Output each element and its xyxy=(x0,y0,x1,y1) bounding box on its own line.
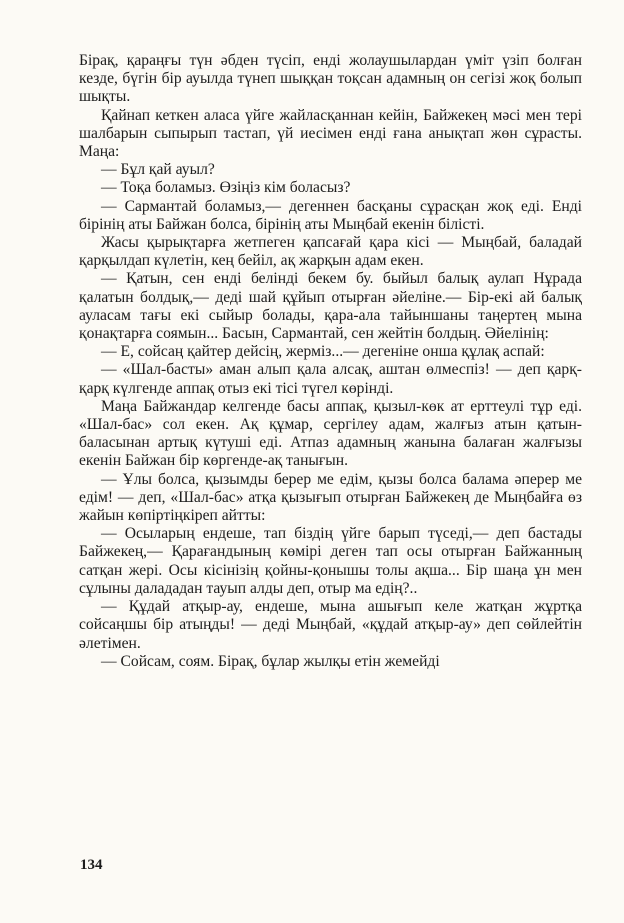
paragraph: Жасы қырықтарға жетпеген қапсағай қара кісі — Мыңбай, баладай қарқылдап күлетін, кең бейіл, ақ жарқын адам екен. xyxy=(79,234,582,270)
page-number: 134 xyxy=(80,857,103,873)
dialogue-line: — Сойсам, соям. Бірақ, бұлар жылқы етін жемейді xyxy=(101,652,440,670)
dialogue-line: — Қатын, сен енді белінді бекем бу. быйыл балық аулап Нұрада қалатын болдық,— деді шай құйып отырған әйеліне.— Бір-екі ай балық ауласам тағы екі сыйыр болады, қара-ала тайыншаны таңертең мына қонақтарға соямын... Басын, Сармантай, сен жейтін болдың. Әйелінің: xyxy=(79,270,582,343)
body-text xyxy=(79,52,582,671)
dialogue-line: — Тоқа боламыз. Өзіңіз кім боласыз? xyxy=(101,179,351,197)
dialogue-line: — Ұлы болса, қызымды берер ме едім, қызы болса балама әперер ме едім! — деп, «Шал-бас» атқа қызығып отырған Байжекең де Мыңбайға өз жайын көпіртіңкіреп айтты: xyxy=(79,470,582,525)
paragraph: Бірақ, қараңғы түн әбден түсіп, енді жолаушылардан үміт үзіп болған кезде, бүгін бір ауылда түнеп шыққан тоқсан адамның он сегізі жоқ болып шықты. xyxy=(79,52,582,106)
dialogue-line: — Осыларың ендеше, тап біздің үйге барып түседі,— деп бастады Байжекең,— Қарағандының көмірі деген тап осы отырған Байжанның сатқан жері. Осы кісінізің қойны-қонышы толы ақша... Бір шаңа ұн мен сұлыны далададан тауып алды деп, отыр ма едің?.. xyxy=(79,525,582,597)
paragraph: Маңа Байжандар келгенде басы аппақ, қызыл-көк ат ерттеулі тұр еді. «Шал-бас» сол екен. Ақ құмар, сергілеу адам, жалғыз атын қатын-баласынан артық күтуші еді. Атпаз адамның жанына балаған жалғызы екенін Байжан бір көргенде-ақ танығын. xyxy=(79,397,582,470)
paragraph: Қайнап кеткен аласа үйге жайласқаннан кейін, Байжекең мәсі мен тері шалбарын сыпырып тастап, үй иесімен енді ғана анықтап жөн сұрасты. Маңа: xyxy=(79,106,582,161)
dialogue-line: — Құдай атқыр-ау, ендеше, мына ашығып келе жатқан жұртқа сойсаңшы бір атыңды! — деді Мыңбай, «құдай атқыр-ау» деп сөйлейтін әлетімен. xyxy=(79,598,582,652)
dialogue-line: — Сармантай боламыз,— дегеннен басқаны сұрасқан жоқ еді. Енді бірінің аты Байжан болса, бірінің аты Мыңбай екенін білісті. xyxy=(79,197,582,233)
dialogue-line: — Е, сойсаң қайтер дейсің, жерміз...— дегеніне онша құлақ аспай: xyxy=(101,343,545,361)
dialogue-line: — Бұл қай ауыл? xyxy=(101,161,215,179)
dialogue-line: — «Шал-басты» аман алып қала алсақ, аштан өлмеспіз! — деп қарқ-қарқ күлгенде аппақ отыз екі тісі түгел көрінді. xyxy=(79,361,582,397)
